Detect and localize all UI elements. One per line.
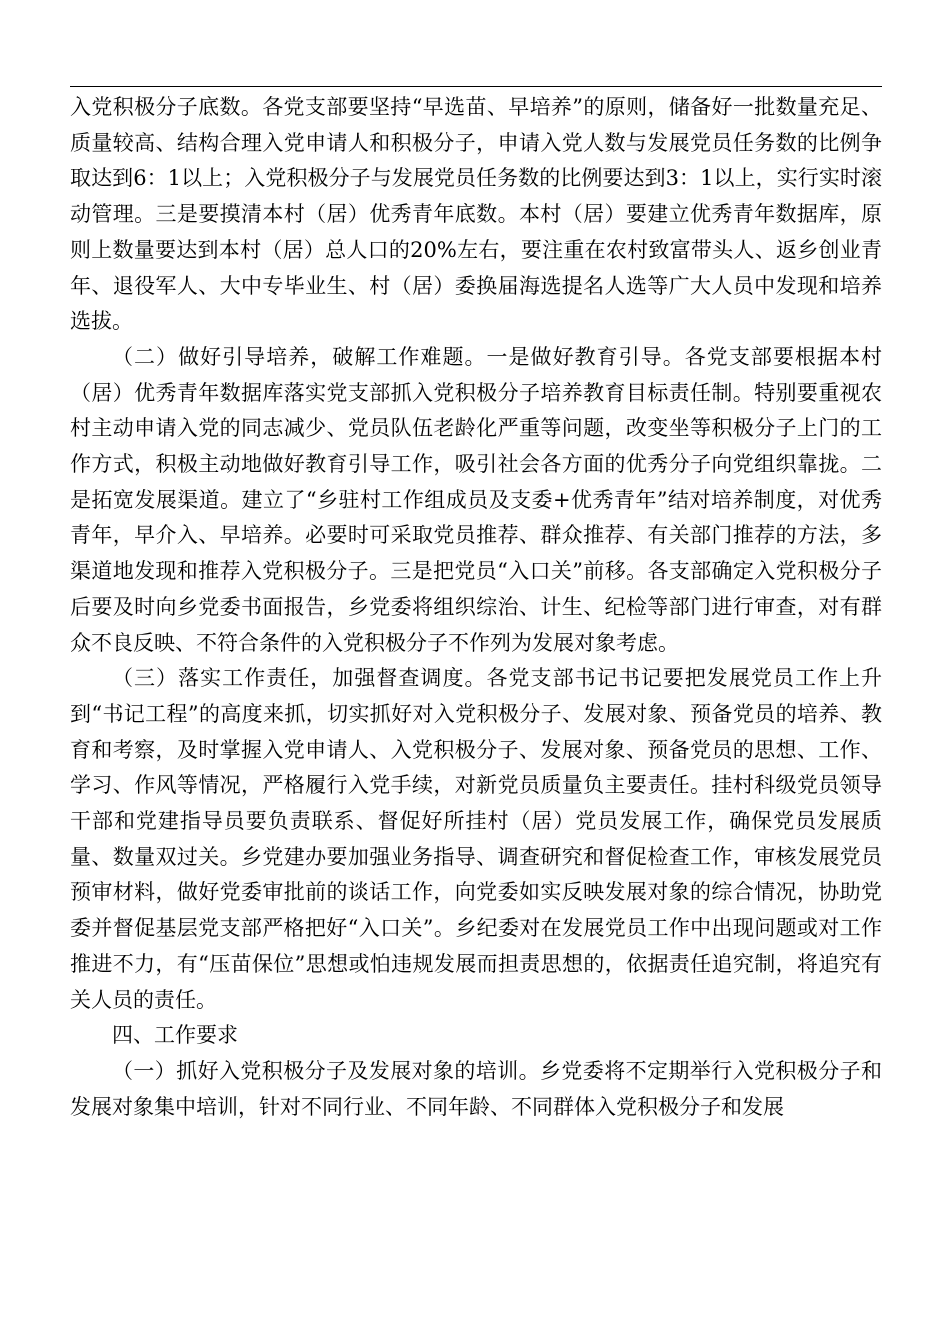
paragraph-section-2: （二）做好引导培养，破解工作难题。一是做好教育引导。各党支部要根据本村（居）优秀青年数据库落实党支部抓入党积极分子培养教育目标责任制。特别要重视农村主动申请入党的同志减少、党员队伍老龄化严重等问题，改变坐等积极分子上门的工作方式，积极主动地做好教育引导工作，吸引社会各方面的优秀分子向党组织靠拢。二是拓宽发展渠道。建立了“乡驻村工作组成员及支委+优秀青年”结对培养制度，对优秀青年，早介入、早培养。必要时可采取党员推荐、群众推荐、有关部门推荐的方法，多渠道地发现和推荐入党积极分子。三是把党员“入口关”前移。各支部确定入党积极分子后要及时向乡党委书面报告，乡党委将组织综治、计生、纪检等部门进行审查，对有群众不良反映、不符合条件的入党积极分子不作列为发展对象考虑。	[70, 344, 882, 655]
heading-work-requirements: 四、工作要求	[112, 1023, 238, 1048]
paragraph-requirement-1: （一）抓好入党积极分子及发展对象的培训。乡党委将不定期举行入党积极分子和发展对象集中培训，针对不同行业、不同年龄、不同群体入党积极分子和发展	[70, 1058, 882, 1119]
header-rule	[70, 86, 882, 87]
paragraph-continuation: 入党积极分子底数。各党支部要坚持“早选苗、早培养”的原则，储备好一批数量充足、质量较高、结构合理入党申请人和积极分子，申请入党人数与发展党员任务数的比例争取达到6：1以上；入党积极分子与发展党员任务数的比例要达到3：1以上，实行实时滚动管理。三是要摸清本村（居）优秀青年底数。本村（居）要建立优秀青年数据库，原则上数量要达到本村（居）总人口的20%左右，要注重在农村致富带头人、返乡创业青年、退役军人、大中专毕业生、村（居）委换届海选提名人选等广大人员中发现和培养选拔。	[70, 95, 882, 334]
document-body	[70, 90, 882, 1125]
paragraph-section-3: （三）落实工作责任，加强督查调度。各党支部书记书记要把发展党员工作上升到“书记工程”的高度来抓，切实抓好对入党积极分子、发展对象、预备党员的培养、教育和考察，及时掌握入党申请人、入党积极分子、发展对象、预备党员的思想、工作、学习、作风等情况，严格履行入党手续，对新党员质量负主要责任。挂村科级党员领导干部和党建指导员要负责联系、督促好所挂村（居）党员发展工作，确保党员发展质量、数量双过关。乡党建办要加强业务指导、调查研究和督促检查工作，审核发展党员预审材料，做好党委审批前的谈话工作，向党委如实反映发展对象的综合情况，协助党委并督促基层党支部严格把好“入口关”。乡纪委对在发展党员工作中出现问题或对工作推进不力，有“压苗保位”思想或怕违规发展而担责思想的，依据责任追究制，将追究有关人员的责任。	[70, 666, 882, 1012]
